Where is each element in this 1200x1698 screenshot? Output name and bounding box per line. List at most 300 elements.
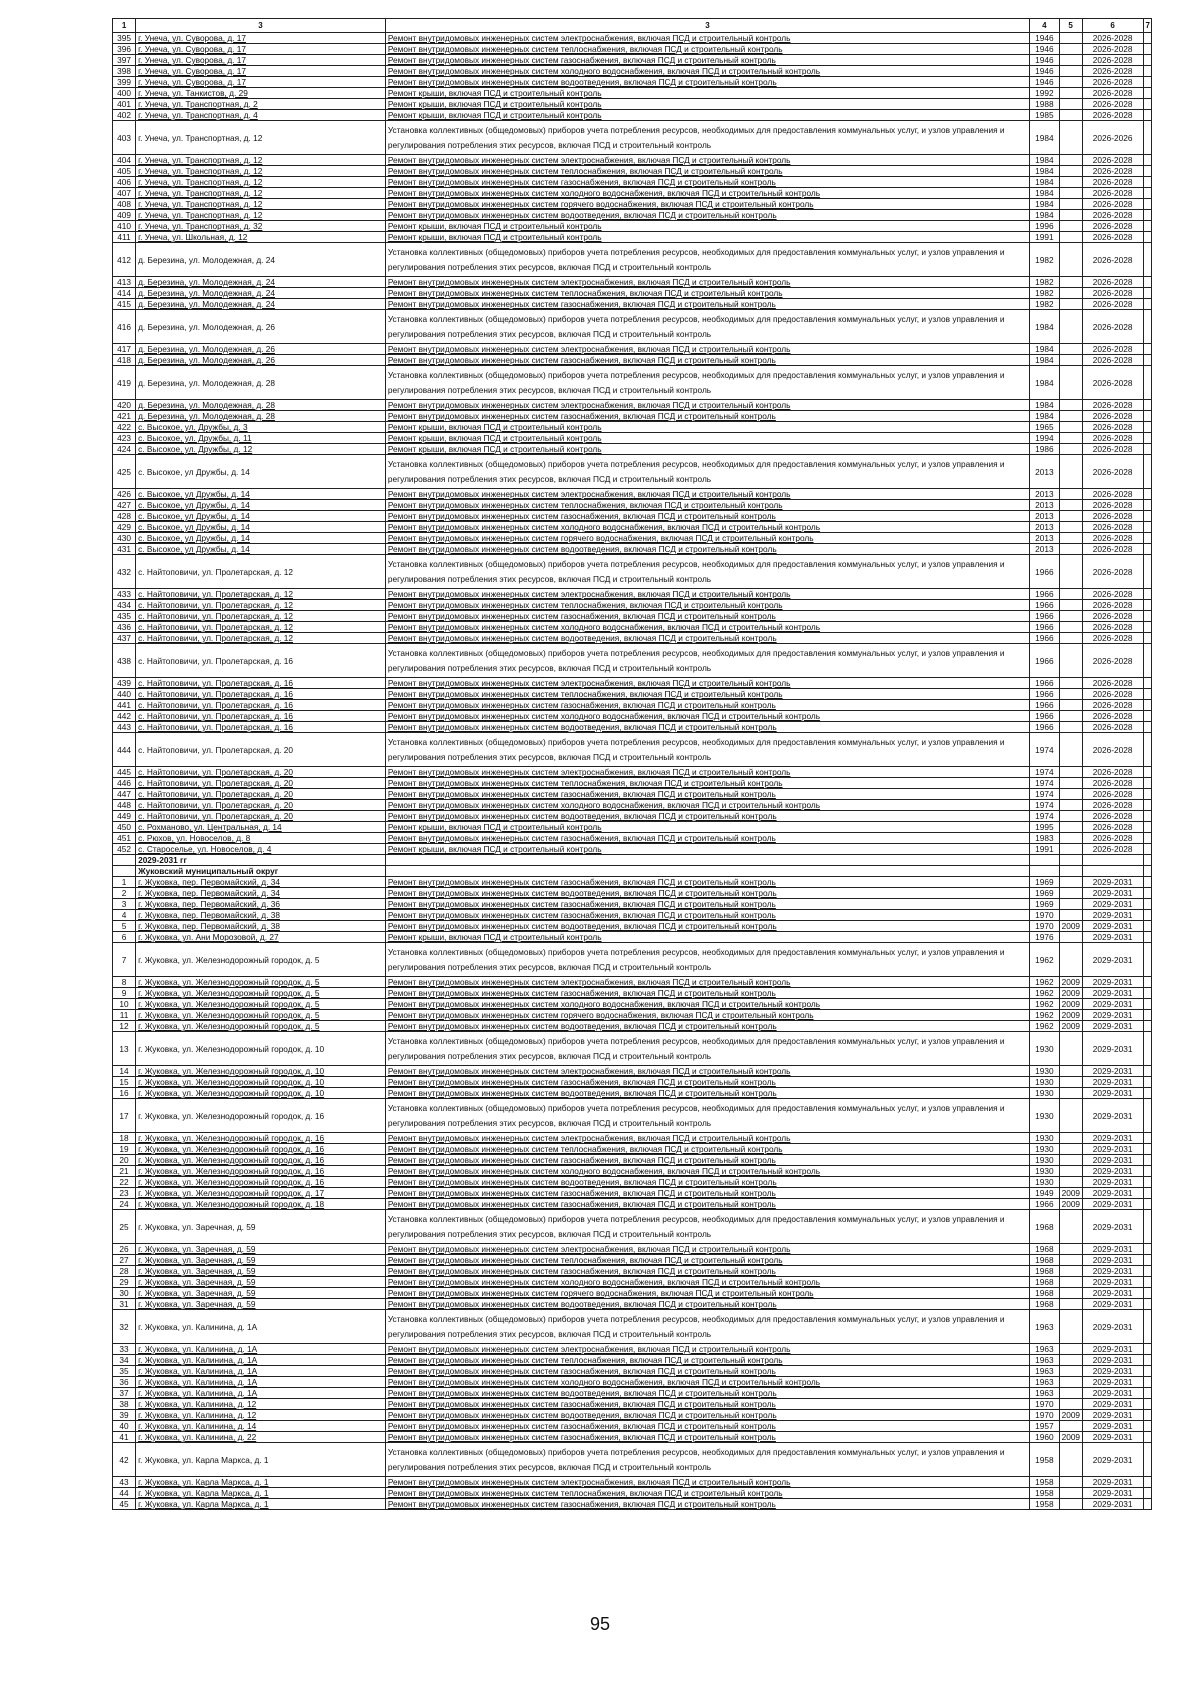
overhaul-year-cell — [1059, 844, 1082, 855]
col7-empty-cell — [1143, 1099, 1151, 1133]
row-number-cell: 424 — [113, 444, 136, 455]
address-cell: г. Жуковка, ул. Железнодорожный городок, д. 16 — [136, 1099, 386, 1133]
planned-period-cell: 2029-2031 — [1082, 943, 1143, 977]
col7-empty-cell — [1143, 500, 1151, 511]
address-cell: с. Найтоповичи, ул. Пролетарская, д. 12 — [136, 611, 386, 622]
address-cell: д. Березина, ул. Молодежная, д. 28 — [136, 400, 386, 411]
overhaul-year-cell: 2009 — [1059, 1199, 1082, 1210]
overhaul-year-cell — [1059, 1477, 1082, 1488]
planned-period-cell: 2026-2028 — [1082, 689, 1143, 700]
address-cell: г. Жуковка, ул. Калинина, д. 12 — [136, 1399, 386, 1410]
col7-empty-cell — [1143, 678, 1151, 689]
overhaul-year-cell — [1059, 689, 1082, 700]
work-description-cell: Ремонт крыши, включая ПСД и строительный контроль — [385, 99, 1029, 110]
table-row — [113, 1421, 1152, 1432]
build-year-cell: 1968 — [1030, 1288, 1059, 1299]
build-year-cell: 1984 — [1030, 121, 1059, 155]
overhaul-year-cell — [1059, 1499, 1082, 1510]
work-description-cell: Ремонт внутридомовых инженерных систем газоснабжения, включая ПСД и строительный контроль — [385, 355, 1029, 366]
build-year-cell: 1966 — [1030, 555, 1059, 589]
program-table — [112, 18, 1152, 1510]
address-cell: с. Высокое, ул Дружбы, д. 14 — [136, 455, 386, 489]
col7-empty-cell — [1143, 55, 1151, 66]
work-description-cell: Ремонт внутридомовых инженерных систем электроснабжения, включая ПСД и строительный контроль — [385, 33, 1029, 44]
overhaul-year-cell — [1059, 88, 1082, 99]
table-row — [113, 622, 1152, 633]
table-row — [113, 1377, 1152, 1388]
col7-empty-cell — [1143, 121, 1151, 155]
col7-empty-cell — [1143, 711, 1151, 722]
build-year-cell: 1957 — [1030, 1421, 1059, 1432]
table-row — [113, 33, 1152, 44]
table-row — [113, 1099, 1152, 1133]
planned-period-cell: 2026-2028 — [1082, 633, 1143, 644]
row-number-cell: 429 — [113, 522, 136, 533]
overhaul-year-cell — [1059, 943, 1082, 977]
address-cell: г. Жуковка, ул. Заречная, д. 59 — [136, 1299, 386, 1310]
build-year-cell: 1970 — [1030, 910, 1059, 921]
table-row — [113, 633, 1152, 644]
planned-period-cell: 2029-2031 — [1082, 1299, 1143, 1310]
address-cell: г. Жуковка, ул. Калинина, д. 1А — [136, 1310, 386, 1344]
row-number-cell: 4 — [113, 910, 136, 921]
row-number-cell: 13 — [113, 1032, 136, 1066]
section-header-row — [113, 866, 1152, 877]
build-year-cell: 1984 — [1030, 366, 1059, 400]
row-number-cell: 41 — [113, 1432, 136, 1443]
table-row — [113, 422, 1152, 433]
build-year-cell: 1963 — [1030, 1355, 1059, 1366]
row-number-cell: 450 — [113, 822, 136, 833]
address-cell: г. Унеча, ул. Транспортная, д. 32 — [136, 221, 386, 232]
table-row — [113, 811, 1152, 822]
build-year-cell: 1984 — [1030, 166, 1059, 177]
build-year-cell: 1968 — [1030, 1244, 1059, 1255]
table-row — [113, 611, 1152, 622]
address-cell: г. Жуковка, ул. Железнодорожный городок, д. 16 — [136, 1166, 386, 1177]
planned-period-cell: 2029-2031 — [1082, 1410, 1143, 1421]
header-cell-col4: 4 — [1030, 19, 1059, 33]
work-description-cell: Ремонт внутридомовых инженерных систем газоснабжения, включая ПСД и строительный контроль — [385, 299, 1029, 310]
col7-empty-cell — [1143, 77, 1151, 88]
col7-empty-cell — [1143, 1366, 1151, 1377]
table-row — [113, 1088, 1152, 1099]
col7-empty-cell — [1143, 644, 1151, 678]
build-year-cell: 1974 — [1030, 789, 1059, 800]
work-description-cell: Ремонт внутридомовых инженерных систем теплоснабжения, включая ПСД и строительный контроль — [385, 44, 1029, 55]
overhaul-year-cell — [1059, 910, 1082, 921]
table-row — [113, 1066, 1152, 1077]
planned-period-cell: 2026-2028 — [1082, 700, 1143, 711]
planned-period-cell: 2026-2028 — [1082, 722, 1143, 733]
col7-empty-cell — [1143, 722, 1151, 733]
build-year-cell: 1970 — [1030, 1399, 1059, 1410]
row-number-cell: 449 — [113, 811, 136, 822]
build-year-cell: 1966 — [1030, 600, 1059, 611]
build-year-cell: 1966 — [1030, 622, 1059, 633]
address-cell: г. Жуковка, ул. Заречная, д. 59 — [136, 1277, 386, 1288]
col7-empty-cell — [1143, 789, 1151, 800]
table-row — [113, 66, 1152, 77]
planned-period-cell: 2026-2028 — [1082, 155, 1143, 166]
col7-empty-cell — [1143, 188, 1151, 199]
table-row — [113, 55, 1152, 66]
table-row — [113, 288, 1152, 299]
address-cell: г. Унеча, ул. Транспортная, д. 12 — [136, 188, 386, 199]
build-year-cell: 1966 — [1030, 611, 1059, 622]
col7-empty-cell — [1143, 555, 1151, 589]
col7-empty-cell — [1143, 1166, 1151, 1177]
page-number: 95 — [589, 1614, 611, 1634]
row-number-cell: 16 — [113, 1088, 136, 1099]
planned-period-cell: 2029-2031 — [1082, 1288, 1143, 1299]
planned-period-cell: 2026-2028 — [1082, 489, 1143, 500]
work-description-cell: Ремонт внутридомовых инженерных систем теплоснабжения, включая ПСД и строительный контроль — [385, 778, 1029, 789]
row-number-cell: 443 — [113, 722, 136, 733]
work-description-cell: Ремонт внутридомовых инженерных систем теплоснабжения, включая ПСД и строительный контроль — [385, 689, 1029, 700]
address-cell: с. Найтоповичи, ул. Пролетарская, д. 20 — [136, 767, 386, 778]
table-row — [113, 489, 1152, 500]
work-description-cell: Ремонт внутридомовых инженерных систем теплоснабжения, включая ПСД и строительный контроль — [385, 288, 1029, 299]
build-year-cell: 1949 — [1030, 1188, 1059, 1199]
build-year-cell: 1969 — [1030, 888, 1059, 899]
planned-period-cell: 2026-2028 — [1082, 589, 1143, 600]
address-cell: г. Жуковка, ул. Железнодорожный городок, д. 10 — [136, 1077, 386, 1088]
planned-period-cell: 2026-2028 — [1082, 177, 1143, 188]
overhaul-year-cell — [1059, 778, 1082, 789]
build-year-cell: 1930 — [1030, 1066, 1059, 1077]
col7-empty-cell — [1143, 988, 1151, 999]
planned-period-cell: 2029-2031 — [1082, 1021, 1143, 1032]
row-number-cell: 28 — [113, 1266, 136, 1277]
overhaul-year-cell — [1059, 822, 1082, 833]
col7-empty-cell — [1143, 88, 1151, 99]
planned-period-cell: 2026-2028 — [1082, 232, 1143, 243]
planned-period-cell: 2029-2031 — [1082, 910, 1143, 921]
address-cell: с. Высокое, ул. Дружбы, д. 11 — [136, 433, 386, 444]
address-cell: г. Жуковка, ул. Железнодорожный городок, д. 5 — [136, 1021, 386, 1032]
address-cell: г. Унеча, ул. Транспортная, д. 12 — [136, 166, 386, 177]
row-number-cell: 39 — [113, 1410, 136, 1421]
col7-empty-cell — [1143, 433, 1151, 444]
planned-period-cell: 2026-2028 — [1082, 44, 1143, 55]
table-row — [113, 767, 1152, 778]
address-cell: г. Жуковка, ул. Карла Маркса, д. 1 — [136, 1499, 386, 1510]
work-description-cell: Ремонт внутридомовых инженерных систем газоснабжения, включая ПСД и строительный контроль — [385, 789, 1029, 800]
table-row — [113, 778, 1152, 789]
overhaul-year-cell — [1059, 1099, 1082, 1133]
planned-period-cell: 2026-2028 — [1082, 444, 1143, 455]
row-number-cell: 37 — [113, 1388, 136, 1399]
planned-period-cell: 2029-2031 — [1082, 1199, 1143, 1210]
row-number-cell: 22 — [113, 1177, 136, 1188]
overhaul-year-cell — [1059, 1344, 1082, 1355]
work-description-cell: Ремонт внутридомовых инженерных систем газоснабжения, включая ПСД и строительный контроль — [385, 1432, 1029, 1443]
address-cell: г. Жуковка, ул. Заречная, д. 59 — [136, 1288, 386, 1299]
overhaul-year-cell — [1059, 1255, 1082, 1266]
build-year-cell: 1962 — [1030, 999, 1059, 1010]
row-number-cell: 12 — [113, 1021, 136, 1032]
row-number-cell: 444 — [113, 733, 136, 767]
row-number-cell: 437 — [113, 633, 136, 644]
work-description-cell: Ремонт крыши, включая ПСД и строительный контроль — [385, 221, 1029, 232]
row-number-cell: 425 — [113, 455, 136, 489]
planned-period-cell: 2029-2031 — [1082, 1188, 1143, 1199]
address-cell: д. Березина, ул. Молодежная, д. 24 — [136, 277, 386, 288]
address-cell: г. Унеча, ул. Суворова, д. 17 — [136, 33, 386, 44]
col7-empty-cell — [1143, 589, 1151, 600]
work-description-cell: Установка коллективных (общедомовых) приборов учета потребления ресурсов, необходимых для предоставления коммунальных услуг, и узлов управления и регулирования потребления этих ресурсов, включая ПСД и строительный контроль — [385, 455, 1029, 489]
planned-period-cell: 2029-2031 — [1082, 1255, 1143, 1266]
planned-period-cell: 2029-2031 — [1082, 1066, 1143, 1077]
col7-empty-cell — [1143, 767, 1151, 778]
address-cell: с. Найтоповичи, ул. Пролетарская, д. 12 — [136, 622, 386, 633]
table-row — [113, 711, 1152, 722]
planned-period-cell: 2029-2031 — [1082, 1344, 1143, 1355]
work-description-cell: Ремонт внутридомовых инженерных систем теплоснабжения, включая ПСД и строительный контроль — [385, 1355, 1029, 1366]
planned-period-cell: 2026-2028 — [1082, 99, 1143, 110]
build-year-cell: 1962 — [1030, 988, 1059, 999]
overhaul-year-cell — [1059, 555, 1082, 589]
work-description-cell: Ремонт внутридомовых инженерных систем теплоснабжения, включая ПСД и строительный контроль — [385, 1255, 1029, 1266]
address-cell: г. Унеча, ул. Транспортная, д. 12 — [136, 155, 386, 166]
col7-empty-cell — [1143, 299, 1151, 310]
col7-empty-cell — [1143, 977, 1151, 988]
work-description-cell: Ремонт крыши, включая ПСД и строительный контроль — [385, 433, 1029, 444]
table-row — [113, 1188, 1152, 1199]
planned-period-cell: 2029-2031 — [1082, 1388, 1143, 1399]
work-description-cell: Ремонт внутридомовых инженерных систем газоснабжения, включая ПСД и строительный контроль — [385, 1366, 1029, 1377]
col7-empty-cell — [1143, 800, 1151, 811]
table-row — [113, 210, 1152, 221]
col7-empty-cell — [1143, 1299, 1151, 1310]
planned-period-cell: 2029-2031 — [1082, 888, 1143, 899]
build-year-cell: 2013 — [1030, 500, 1059, 511]
planned-period-cell: 2026-2028 — [1082, 455, 1143, 489]
build-year-cell: 1970 — [1030, 921, 1059, 932]
work-description-cell: Ремонт внутридомовых инженерных систем холодного водоснабжения, включая ПСД и строительный контроль — [385, 1377, 1029, 1388]
col7-empty-cell — [1143, 1377, 1151, 1388]
overhaul-year-cell — [1059, 1310, 1082, 1344]
work-description-cell: Установка коллективных (общедомовых) приборов учета потребления ресурсов, необходимых для предоставления коммунальных услуг, и узлов управления и регулирования потребления этих ресурсов, включая ПСД и строительный контроль — [385, 310, 1029, 344]
planned-period-cell: 2029-2031 — [1082, 988, 1143, 999]
planned-period-cell: 2029-2031 — [1082, 1099, 1143, 1133]
address-cell: г. Жуковка, пер. Первомайский, д. 38 — [136, 921, 386, 932]
address-cell: г. Унеча, ул. Танкистов, д. 29 — [136, 88, 386, 99]
header-cell-col6: 6 — [1082, 19, 1143, 33]
planned-period-cell: 2026-2028 — [1082, 411, 1143, 422]
overhaul-year-cell — [1059, 1488, 1082, 1499]
planned-period-cell: 2026-2028 — [1082, 811, 1143, 822]
table-row — [113, 1166, 1152, 1177]
table-row — [113, 1432, 1152, 1443]
build-year-cell: 1968 — [1030, 1266, 1059, 1277]
table-row — [113, 1388, 1152, 1399]
build-year-cell: 1984 — [1030, 400, 1059, 411]
table-row — [113, 1244, 1152, 1255]
build-year-cell: 1986 — [1030, 444, 1059, 455]
table-row — [113, 1210, 1152, 1244]
address-cell: д. Березина, ул. Молодежная, д. 26 — [136, 310, 386, 344]
build-year-cell: 1966 — [1030, 644, 1059, 678]
row-number-cell: 407 — [113, 188, 136, 199]
address-cell: г. Жуковка, ул. Железнодорожный городок, д. 17 — [136, 1188, 386, 1199]
planned-period-cell: 2026-2028 — [1082, 310, 1143, 344]
planned-period-cell: 2029-2031 — [1082, 1244, 1143, 1255]
overhaul-year-cell — [1059, 932, 1082, 943]
work-description-cell: Ремонт внутридомовых инженерных систем электроснабжения, включая ПСД и строительный контроль — [385, 589, 1029, 600]
address-cell: с. Найтоповичи, ул. Пролетарская, д. 16 — [136, 689, 386, 700]
planned-period-cell: 2029-2031 — [1082, 1010, 1143, 1021]
build-year-cell: 1992 — [1030, 88, 1059, 99]
planned-period-cell: 2029-2031 — [1082, 1266, 1143, 1277]
col7-empty-cell — [1143, 1488, 1151, 1499]
planned-period-cell: 2026-2028 — [1082, 422, 1143, 433]
address-cell: с. Высокое, ул Дружбы, д. 14 — [136, 511, 386, 522]
col7-empty-cell — [1143, 489, 1151, 500]
overhaul-year-cell — [1059, 767, 1082, 778]
address-cell: г. Унеча, ул. Суворова, д. 17 — [136, 44, 386, 55]
work-description-cell: Установка коллективных (общедомовых) приборов учета потребления ресурсов, необходимых для предоставления коммунальных услуг, и узлов управления и регулирования потребления этих ресурсов, включая ПСД и строительный контроль — [385, 733, 1029, 767]
work-description-cell: Ремонт внутридомовых инженерных систем газоснабжения, включая ПСД и строительный контроль — [385, 411, 1029, 422]
table-row — [113, 511, 1152, 522]
address-cell: г. Унеча, ул. Школьная, д. 12 — [136, 232, 386, 243]
planned-period-cell: 2026-2028 — [1082, 544, 1143, 555]
overhaul-year-cell — [1059, 1166, 1082, 1177]
row-number-cell: 446 — [113, 778, 136, 789]
table-row — [113, 833, 1152, 844]
overhaul-year-cell — [1059, 1177, 1082, 1188]
row-number-cell: 402 — [113, 110, 136, 121]
overhaul-year-cell: 2009 — [1059, 1410, 1082, 1421]
planned-period-cell: 2026-2028 — [1082, 344, 1143, 355]
planned-period-cell: 2026-2028 — [1082, 611, 1143, 622]
table-row — [113, 733, 1152, 767]
work-description-cell: Ремонт внутридомовых инженерных систем газоснабжения, включая ПСД и строительный контроль — [385, 177, 1029, 188]
planned-period-cell: 2026-2028 — [1082, 800, 1143, 811]
overhaul-year-cell — [1059, 678, 1082, 689]
table-row — [113, 1366, 1152, 1377]
work-description-cell: Ремонт внутридомовых инженерных систем электроснабжения, включая ПСД и строительный контроль — [385, 489, 1029, 500]
build-year-cell: 1974 — [1030, 811, 1059, 822]
work-description-cell: Ремонт внутридомовых инженерных систем электроснабжения, включая ПСД и строительный контроль — [385, 1066, 1029, 1077]
row-number-cell: 20 — [113, 1155, 136, 1166]
overhaul-year-cell — [1059, 633, 1082, 644]
col7-empty-cell — [1143, 232, 1151, 243]
planned-period-cell: 2026-2028 — [1082, 110, 1143, 121]
planned-period-cell: 2029-2031 — [1082, 1166, 1143, 1177]
table-row — [113, 1277, 1152, 1288]
work-description-cell: Ремонт внутридомовых инженерных систем электроснабжения, включая ПСД и строительный контроль — [385, 400, 1029, 411]
overhaul-year-cell — [1059, 1077, 1082, 1088]
col7-empty-cell — [1143, 1399, 1151, 1410]
col7-empty-cell — [1143, 888, 1151, 899]
address-cell: д. Березина, ул. Молодежная, д. 28 — [136, 366, 386, 400]
col7-empty-cell — [1143, 199, 1151, 210]
overhaul-year-cell — [1059, 433, 1082, 444]
table-row — [113, 1310, 1152, 1344]
row-number-cell: 8 — [113, 977, 136, 988]
planned-period-cell: 2029-2031 — [1082, 1443, 1143, 1477]
section-num-cell — [113, 855, 136, 866]
address-cell: г. Жуковка, ул. Железнодорожный городок, д. 10 — [136, 1066, 386, 1077]
work-description-cell: Ремонт внутридомовых инженерных систем водоотведения, включая ПСД и строительный контроль — [385, 722, 1029, 733]
row-number-cell: 431 — [113, 544, 136, 555]
address-cell: г. Жуковка, ул. Железнодорожный городок, д. 16 — [136, 1155, 386, 1166]
overhaul-year-cell — [1059, 600, 1082, 611]
col7-empty-cell — [1143, 1021, 1151, 1032]
col7-empty-cell — [1143, 522, 1151, 533]
table-row — [113, 589, 1152, 600]
overhaul-year-cell — [1059, 644, 1082, 678]
address-cell: с. Высокое, ул Дружбы, д. 14 — [136, 544, 386, 555]
work-description-cell: Ремонт внутридомовых инженерных систем холодного водоснабжения, включая ПСД и строительный контроль — [385, 522, 1029, 533]
build-year-cell: 2013 — [1030, 533, 1059, 544]
section-empty-cell — [1030, 855, 1059, 866]
work-description-cell: Ремонт внутридомовых инженерных систем теплоснабжения, включая ПСД и строительный контроль — [385, 166, 1029, 177]
overhaul-year-cell: 2009 — [1059, 1021, 1082, 1032]
address-cell: г. Жуковка, ул. Калинина, д. 12 — [136, 1410, 386, 1421]
build-year-cell: 1946 — [1030, 33, 1059, 44]
build-year-cell: 1982 — [1030, 288, 1059, 299]
work-description-cell: Ремонт внутридомовых инженерных систем электроснабжения, включая ПСД и строительный контроль — [385, 1344, 1029, 1355]
build-year-cell: 1962 — [1030, 1021, 1059, 1032]
col7-empty-cell — [1143, 1443, 1151, 1477]
address-cell: г. Жуковка, ул. Заречная, д. 59 — [136, 1244, 386, 1255]
build-year-cell: 1983 — [1030, 833, 1059, 844]
address-cell: г. Жуковка, ул. Карла Маркса, д. 1 — [136, 1488, 386, 1499]
table-row — [113, 689, 1152, 700]
build-year-cell: 1974 — [1030, 733, 1059, 767]
address-cell: с. Найтоповичи, ул. Пролетарская, д. 12 — [136, 633, 386, 644]
section-header-row — [113, 855, 1152, 866]
planned-period-cell: 2029-2031 — [1082, 877, 1143, 888]
address-cell: с. Высокое, ул Дружбы, д. 14 — [136, 533, 386, 544]
table-row — [113, 1177, 1152, 1188]
overhaul-year-cell — [1059, 1266, 1082, 1277]
address-cell: г. Жуковка, ул. Железнодорожный городок, д. 10 — [136, 1032, 386, 1066]
overhaul-year-cell — [1059, 722, 1082, 733]
row-number-cell: 423 — [113, 433, 136, 444]
build-year-cell: 1958 — [1030, 1443, 1059, 1477]
address-cell: г. Жуковка, ул. Железнодорожный городок, д. 10 — [136, 1088, 386, 1099]
overhaul-year-cell — [1059, 400, 1082, 411]
col7-empty-cell — [1143, 1432, 1151, 1443]
planned-period-cell: 2026-2028 — [1082, 77, 1143, 88]
address-cell: д. Березина, ул. Молодежная, д. 26 — [136, 344, 386, 355]
address-cell: д. Березина, ул. Молодежная, д. 24 — [136, 243, 386, 277]
build-year-cell: 1974 — [1030, 800, 1059, 811]
overhaul-year-cell — [1059, 66, 1082, 77]
row-number-cell: 9 — [113, 988, 136, 999]
overhaul-year-cell — [1059, 589, 1082, 600]
build-year-cell: 1930 — [1030, 1155, 1059, 1166]
planned-period-cell: 2026-2028 — [1082, 844, 1143, 855]
row-number-cell: 21 — [113, 1166, 136, 1177]
table-row — [113, 199, 1152, 210]
table-row — [113, 1010, 1152, 1021]
header-cell-col2: 3 — [136, 19, 386, 33]
work-description-cell: Ремонт внутридомовых инженерных систем холодного водоснабжения, включая ПСД и строительный контроль — [385, 1277, 1029, 1288]
overhaul-year-cell — [1059, 789, 1082, 800]
overhaul-year-cell — [1059, 1299, 1082, 1310]
address-cell: с. Высокое, ул Дружбы, д. 14 — [136, 522, 386, 533]
build-year-cell: 1966 — [1030, 689, 1059, 700]
table-row — [113, 1499, 1152, 1510]
work-description-cell: Ремонт внутридомовых инженерных систем газоснабжения, включая ПСД и строительный контроль — [385, 1188, 1029, 1199]
build-year-cell: 1984 — [1030, 177, 1059, 188]
row-number-cell: 412 — [113, 243, 136, 277]
